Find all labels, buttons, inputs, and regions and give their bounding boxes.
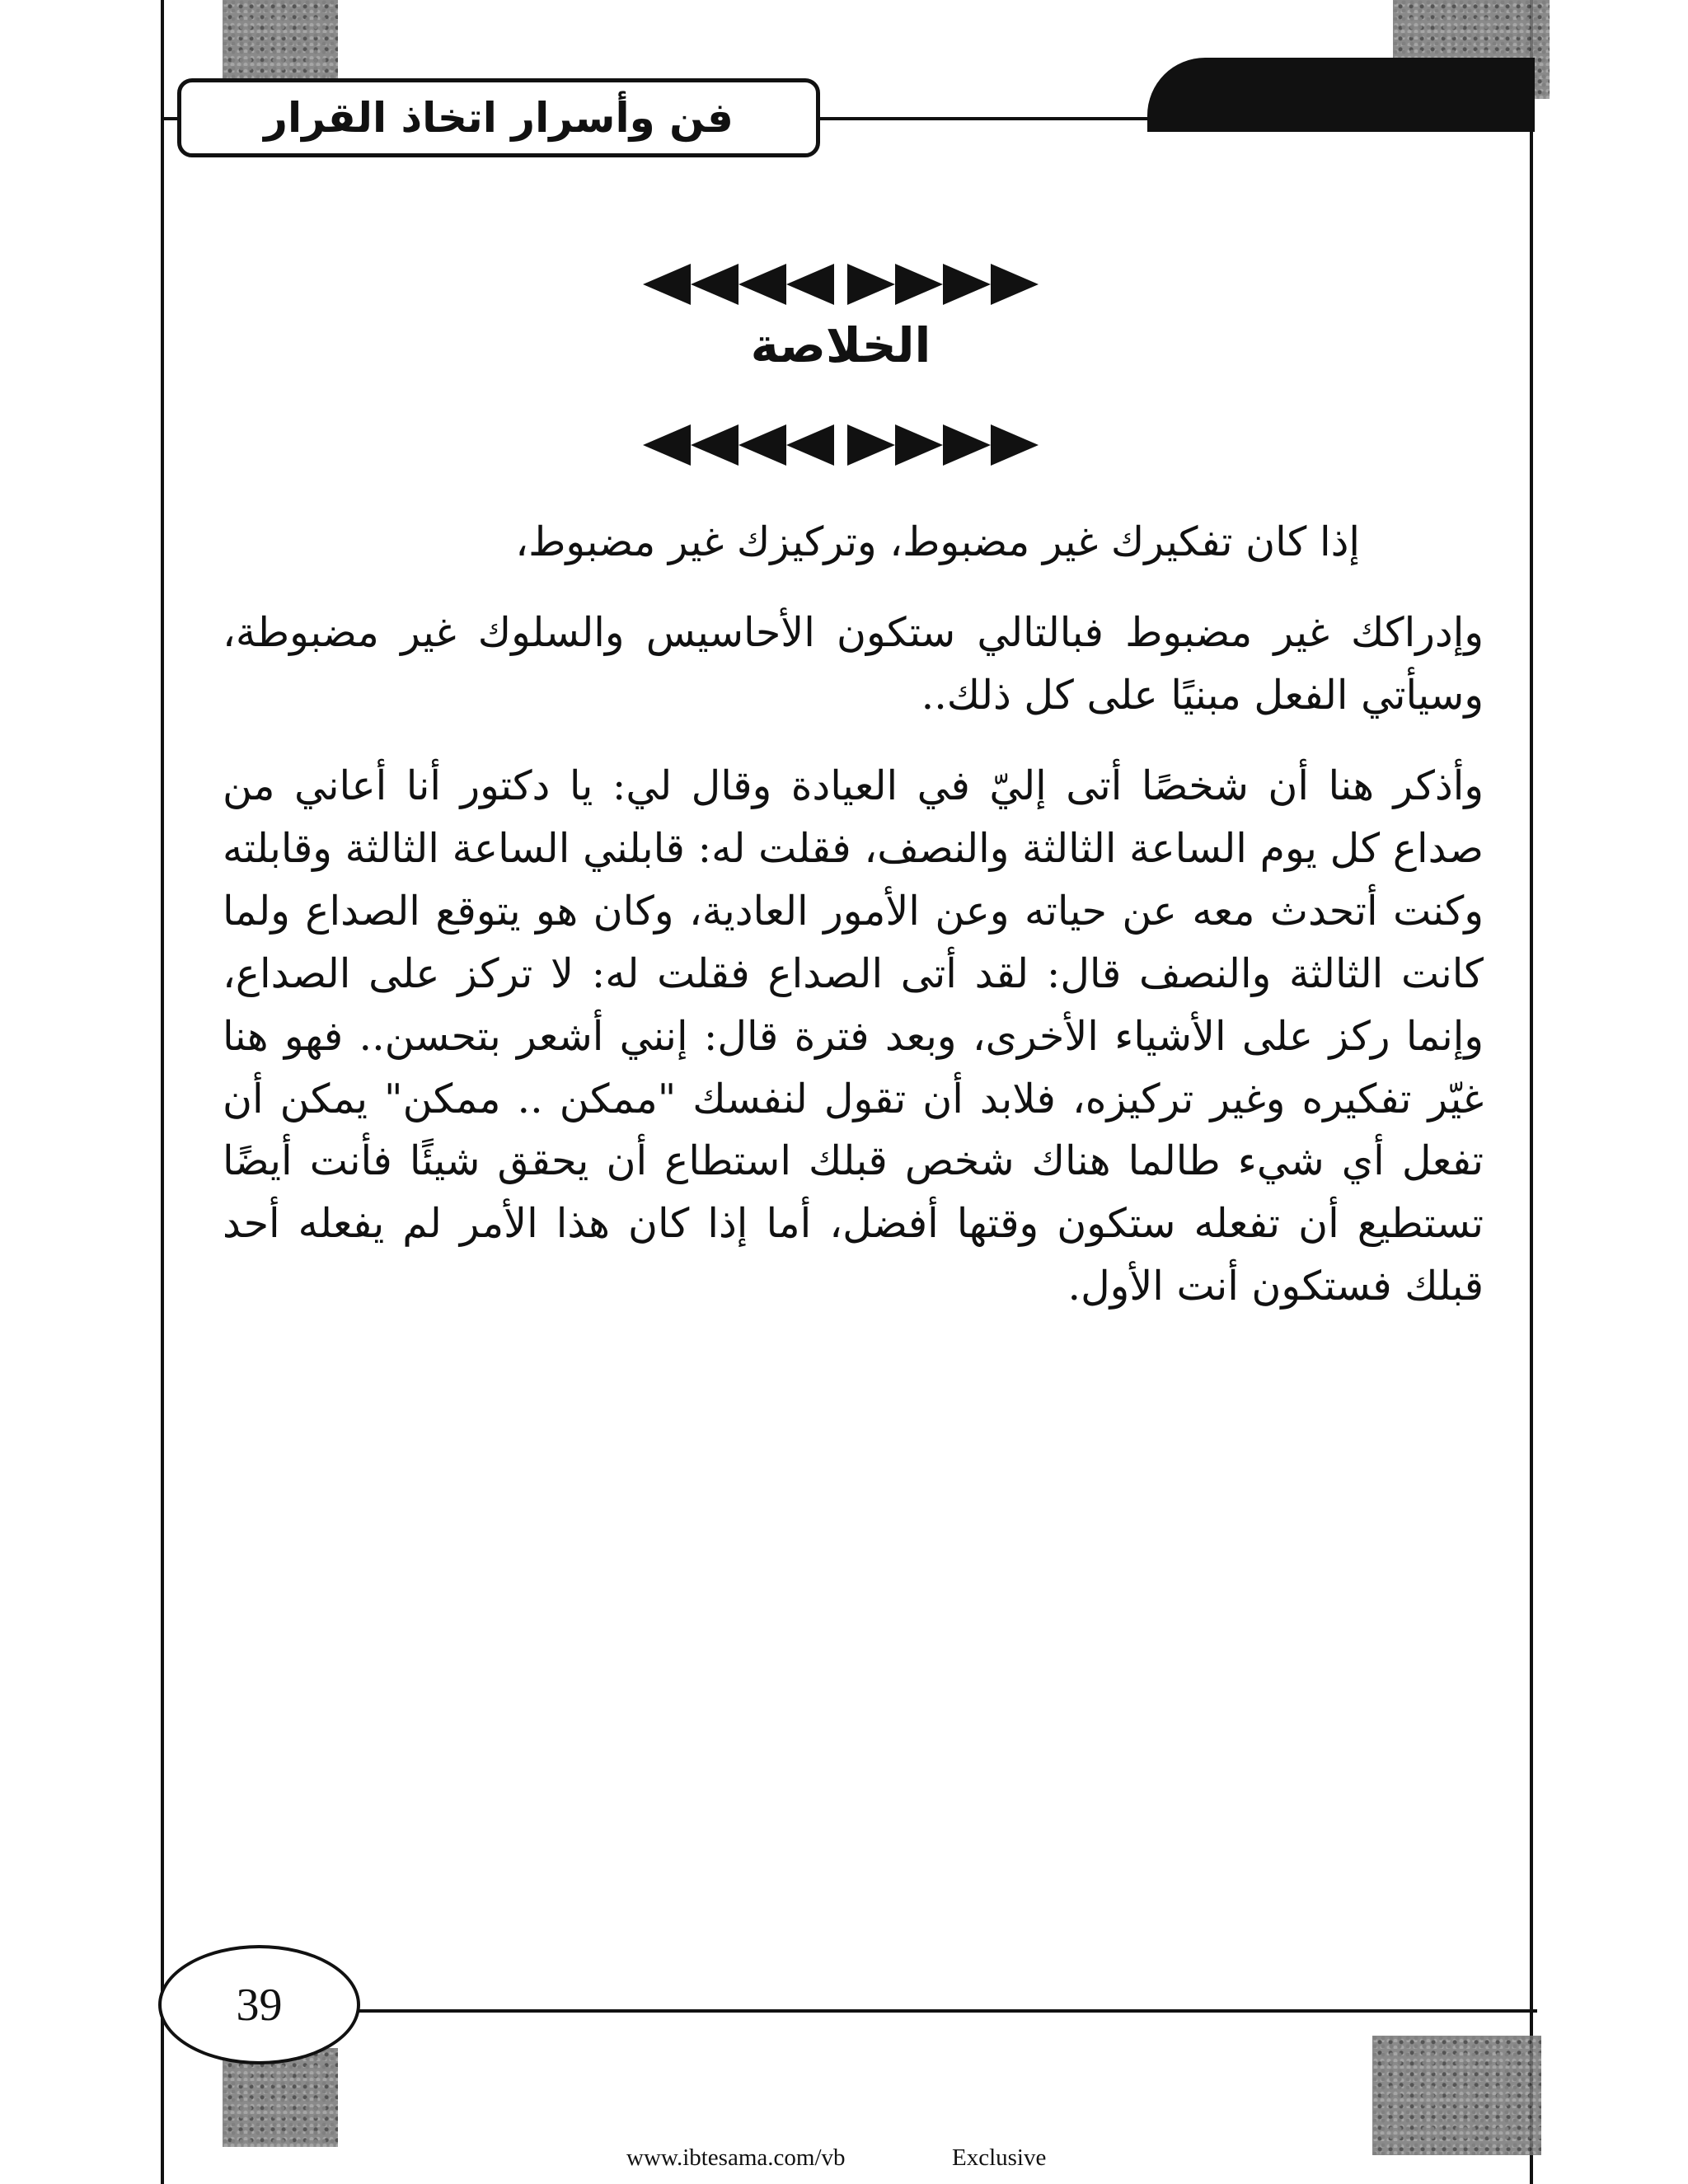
page-number: 39 <box>236 1979 283 2031</box>
header-decoration <box>1147 58 1535 132</box>
footer-rule <box>359 2009 1537 2013</box>
section-title: الخلاصة <box>750 317 931 373</box>
corner-texture-bottom-right <box>1372 2036 1541 2155</box>
paragraph-2: وإدراكك غير مضبوط فبالتالي ستكون الأحاسيس والسلوك غير مضبوطة، وسيأتي الفعل مبنيًا على كل ذلك.. <box>223 608 1484 719</box>
page-number-badge <box>158 1945 360 2064</box>
book-title-box <box>177 78 820 157</box>
paragraph-1: إذا كان تفكيرك غير مضبوط، وتركيزك غير مضبوط، <box>515 518 1360 565</box>
site-footer <box>0 2144 1688 2177</box>
top-ornament <box>626 247 1055 321</box>
footer-website: www.ibtesama.com/vb <box>626 2144 846 2171</box>
bottom-ornament <box>626 408 1055 482</box>
book-title: فن وأسرار اتخاذ القرار <box>264 94 734 142</box>
paragraph-3: وأذكر هنا أن شخصًا أتى إليّ في العيادة وقال لي: يا دكتور أنا أعاني من صداع كل يوم الساعة الثالثة والنصف، فقلت له: قابلني الساعة الثالثة وقابلته وكنت أتحدث معه عن حياته وعن الأمور العادية، وكان هو يتوقع الصداع ولما كانت الثالثة والنصف قال: لقد أتى الصداع فقلت له: لا تركز على الصداع، وإنما ركز على الأشياء الأخرى، وبعد فترة قال: إنني أشعر بتحسن.. فهو هنا غيّر تفكيره وغير تركيزه، فلابد أن تقول لنفسك "ممكن .. ممكن" يمكن أن تفعل أي شيء طالما هناك شخص قبلك استطاع أن يحقق شيئًا فأنت أيضًا تستطيع أن تفعله ستكون وقتها أفضل، أما إذا كان هذا الأمر لم يفعله أحد قبلك فستكون أنت الأول. <box>223 762 1484 1310</box>
footer-tag: Exclusive <box>952 2144 1047 2171</box>
main-content <box>223 511 1484 1346</box>
